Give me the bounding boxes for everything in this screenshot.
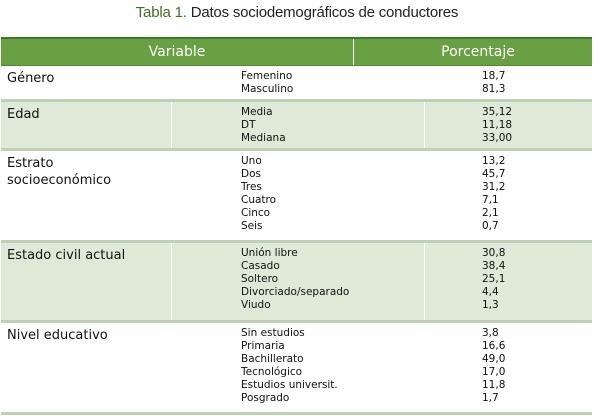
item-value: 1,3 [482,299,499,311]
item-label: Uno [241,155,262,167]
item-label: Masculino [241,83,294,95]
item-value: 7,1 [482,194,499,206]
table-group [1,243,592,323]
sociodemographic-table [1,37,592,415]
item-label: Sin estudios [241,327,305,339]
group-variable: Estado civil actual [7,248,126,263]
group-variable: Género [7,71,55,86]
item-label: Mediana [241,132,286,144]
group-values [424,243,592,320]
item-label: Bachillerato [241,353,304,365]
item-value: 4,4 [482,286,499,298]
group-values [424,102,592,148]
item-value: 11,8 [482,379,506,391]
header-variable: Variable [1,39,354,65]
item-label: DT [241,119,256,131]
item-value: 18,7 [482,70,506,82]
item-value: 17,0 [482,366,506,378]
item-value: 1,7 [482,392,499,404]
item-label: Tecnológico [241,366,303,378]
item-value: 0,7 [482,220,499,232]
item-value: 35,12 [482,106,513,118]
item-label: Seis [241,220,263,232]
group-variable: Edad [7,107,40,122]
item-value: 49,0 [482,353,506,365]
group-values [424,66,592,99]
table-body [1,66,592,415]
item-label: Casado [241,260,280,272]
table-group [1,66,592,102]
item-value: 11,18 [482,119,513,131]
group-values [424,151,592,240]
table-caption [0,4,594,21]
table-caption-title: Datos sociodemográficos de conductores [190,4,459,21]
item-value: 45,7 [482,168,506,180]
item-value: 2,1 [482,207,499,219]
table-group [1,151,592,243]
table-group [1,323,592,415]
item-label: Viudo [241,299,271,311]
item-label: Posgrado [241,392,290,404]
item-label: Soltero [241,273,279,285]
item-value: 31,2 [482,181,506,193]
item-label: Dos [241,168,261,180]
item-label: Cuatro [241,194,277,206]
item-label: Estudios universit. [241,379,338,391]
group-items [171,243,424,320]
item-value: 25,1 [482,273,506,285]
group-values [424,323,592,412]
group-items [171,66,424,99]
item-label: Divorciado/separado [241,286,350,298]
item-label: Tres [241,181,262,193]
table-group [1,102,592,151]
table-header-row [1,39,592,66]
table-caption-label: Tabla 1. [135,4,187,21]
group-items [171,102,424,148]
item-value: 13,2 [482,155,506,167]
item-label: Media [241,106,273,118]
group-items [171,323,424,412]
group-variable: Nivel educativo [7,328,108,343]
group-items [171,151,424,240]
item-value: 16,6 [482,340,506,352]
item-label: Cinco [241,207,271,219]
item-value: 30,8 [482,247,506,259]
item-value: 3,8 [482,327,499,339]
item-value: 38,4 [482,260,506,272]
item-value: 33,00 [482,132,513,144]
item-label: Primaria [241,340,285,352]
item-label: Femenino [241,70,293,82]
item-value: 81,3 [482,83,506,95]
group-variable: Estrato socioeconómico [7,156,112,188]
header-percentage: Porcentaje [441,44,515,60]
item-label: Unión libre [241,247,298,259]
